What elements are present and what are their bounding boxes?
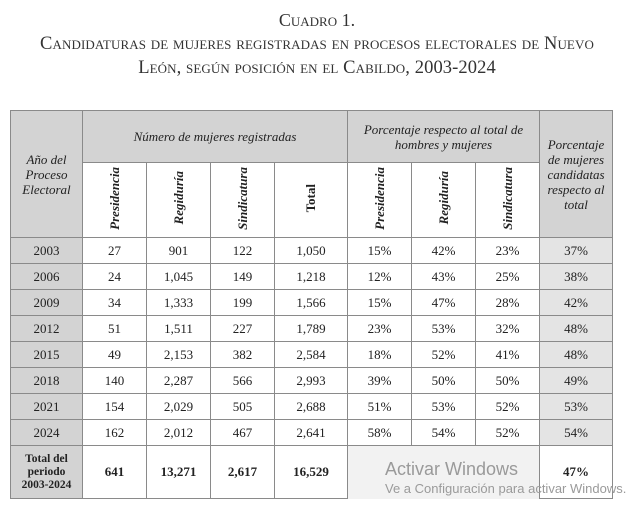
caption-number: Cuadro 1. — [278, 10, 356, 30]
cell-total: 1,566 — [275, 290, 348, 316]
cell-regiduria: 2,287 — [147, 368, 211, 394]
cell-pct-total: 48% — [540, 342, 613, 368]
cell-pct-regiduria: 52% — [412, 342, 476, 368]
cell-total: 1,050 — [275, 238, 348, 264]
header-porcentaje-candidatas: Porcentaje de mujeres candidatas respecto al total — [540, 111, 613, 238]
cell-presidencia: 154 — [83, 394, 147, 420]
subheader-pct-sindicatura: Sindicatura — [476, 163, 540, 238]
cell-pct-sindicatura: 50% — [476, 368, 540, 394]
cell-presidencia: 162 — [83, 420, 147, 446]
cell-pct-total: 37% — [540, 238, 613, 264]
cell-pct-presidencia: 12% — [348, 264, 412, 290]
cell-regiduria: 1,045 — [147, 264, 211, 290]
cell-sindicatura: 382 — [211, 342, 275, 368]
cell-pct-presidencia: 58% — [348, 420, 412, 446]
cell-pct-total: 42% — [540, 290, 613, 316]
table-row — [11, 238, 613, 264]
cell-pct-regiduria: 53% — [412, 316, 476, 342]
cell-total: 1,789 — [275, 316, 348, 342]
total-regiduria: 13,271 — [147, 446, 211, 499]
table-row — [11, 290, 613, 316]
cell-presidencia: 34 — [83, 290, 147, 316]
cell-pct-sindicatura: 41% — [476, 342, 540, 368]
cell-pct-total: 38% — [540, 264, 613, 290]
table-row — [11, 264, 613, 290]
cell-pct-total: 49% — [540, 368, 613, 394]
cell-sindicatura: 505 — [211, 394, 275, 420]
cell-total: 2,993 — [275, 368, 348, 394]
cell-regiduria: 2,012 — [147, 420, 211, 446]
cell-sindicatura: 122 — [211, 238, 275, 264]
cell-year: 2009 — [11, 290, 83, 316]
cell-pct-presidencia: 23% — [348, 316, 412, 342]
subheader-pct-regiduria: Regiduría — [412, 163, 476, 238]
cell-sindicatura: 566 — [211, 368, 275, 394]
caption-title-line1: Candidaturas de mujeres registradas en procesos electorales de Nuevo — [40, 34, 594, 54]
cell-presidencia: 24 — [83, 264, 147, 290]
total-sindicatura: 2,617 — [211, 446, 275, 499]
cell-pct-total: 53% — [540, 394, 613, 420]
header-numero: Número de mujeres registradas — [83, 111, 348, 163]
total-pct: 47% — [540, 446, 613, 499]
table-row — [11, 420, 613, 446]
cell-regiduria: 901 — [147, 238, 211, 264]
cell-pct-regiduria: 43% — [412, 264, 476, 290]
cell-year: 2012 — [11, 316, 83, 342]
candidaturas-table — [10, 110, 613, 499]
cell-pct-total: 54% — [540, 420, 613, 446]
cell-pct-regiduria: 47% — [412, 290, 476, 316]
total-label: Total del periodo 2003-2024 — [11, 446, 83, 499]
cell-pct-regiduria: 42% — [412, 238, 476, 264]
watermark-subtitle: Ve a Configuración para activar Windows. — [385, 481, 627, 496]
cell-sindicatura: 467 — [211, 420, 275, 446]
cell-sindicatura: 227 — [211, 316, 275, 342]
cell-pct-sindicatura: 25% — [476, 264, 540, 290]
cell-year: 2021 — [11, 394, 83, 420]
cell-pct-presidencia: 15% — [348, 290, 412, 316]
cell-pct-regiduria: 50% — [412, 368, 476, 394]
table-row — [11, 316, 613, 342]
cell-regiduria: 1,333 — [147, 290, 211, 316]
subheader-total: Total — [275, 163, 348, 238]
subheader-pct-presidencia: Presidencia — [348, 163, 412, 238]
table-row — [11, 394, 613, 420]
cell-pct-presidencia: 51% — [348, 394, 412, 420]
cell-pct-sindicatura: 32% — [476, 316, 540, 342]
table-row — [11, 368, 613, 394]
header-porcentaje: Porcentaje respecto al total de hombres y mujeres — [348, 111, 540, 163]
total-presidencia: 641 — [83, 446, 147, 499]
caption-title-line2: León, según posición en el Cabildo, 2003-2024 — [138, 58, 496, 78]
cell-sindicatura: 199 — [211, 290, 275, 316]
cell-presidencia: 49 — [83, 342, 147, 368]
cell-year: 2018 — [11, 368, 83, 394]
cell-sindicatura: 149 — [211, 264, 275, 290]
cell-pct-sindicatura: 52% — [476, 420, 540, 446]
cell-presidencia: 51 — [83, 316, 147, 342]
table-row — [11, 342, 613, 368]
cell-pct-sindicatura: 28% — [476, 290, 540, 316]
cell-regiduria: 2,153 — [147, 342, 211, 368]
cell-pct-total: 48% — [540, 316, 613, 342]
cell-total: 2,641 — [275, 420, 348, 446]
cell-total: 2,688 — [275, 394, 348, 420]
cell-pct-presidencia: 39% — [348, 368, 412, 394]
cell-pct-sindicatura: 23% — [476, 238, 540, 264]
total-row — [11, 446, 613, 499]
subheader-regiduria: Regiduría — [147, 163, 211, 238]
cell-presidencia: 140 — [83, 368, 147, 394]
table-caption — [0, 8, 634, 80]
cell-pct-presidencia: 15% — [348, 238, 412, 264]
cell-pct-presidencia: 18% — [348, 342, 412, 368]
total-blank — [348, 446, 540, 499]
cell-pct-sindicatura: 52% — [476, 394, 540, 420]
subheader-presidencia: Presidencia — [83, 163, 147, 238]
subheader-sindicatura: Sindicatura — [211, 163, 275, 238]
cell-pct-regiduria: 54% — [412, 420, 476, 446]
watermark-title: Activar Windows — [385, 459, 519, 479]
cell-regiduria: 2,029 — [147, 394, 211, 420]
cell-year: 2006 — [11, 264, 83, 290]
cell-presidencia: 27 — [83, 238, 147, 264]
cell-total: 2,584 — [275, 342, 348, 368]
cell-year: 2015 — [11, 342, 83, 368]
header-year: Año del Proceso Electoral — [11, 111, 83, 238]
cell-year: 2024 — [11, 420, 83, 446]
cell-pct-regiduria: 53% — [412, 394, 476, 420]
total-total: 16,529 — [275, 446, 348, 499]
cell-regiduria: 1,511 — [147, 316, 211, 342]
cell-total: 1,218 — [275, 264, 348, 290]
cell-year: 2003 — [11, 238, 83, 264]
